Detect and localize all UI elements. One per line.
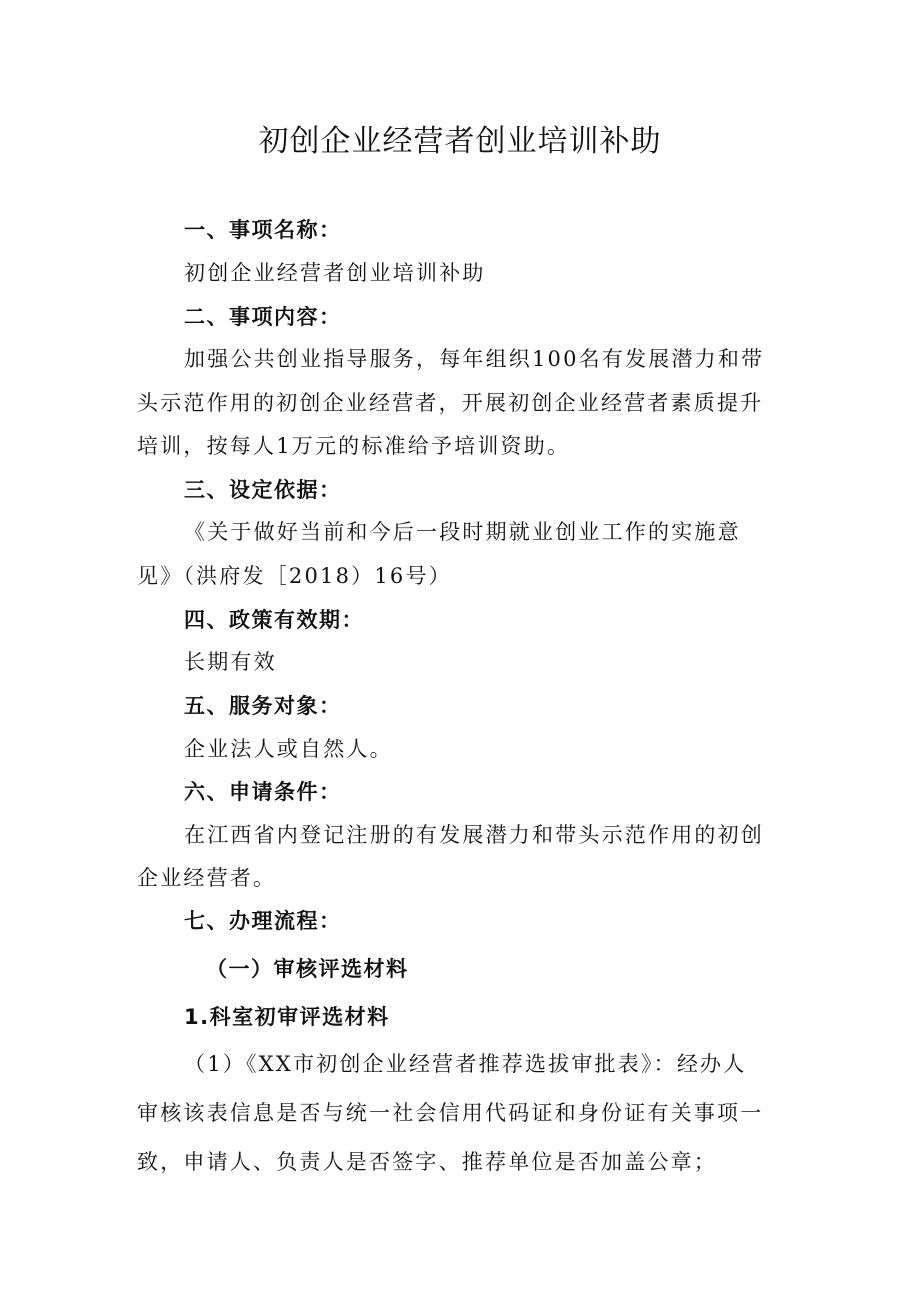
paragraph-line: 在江西省内登记注册的有发展潜力和带头示范作用的初创 — [184, 823, 764, 847]
paragraph-line: 企业法人或自然人。 — [184, 737, 393, 761]
paragraph-line: 培训，按每人1万元的标准给予培训资助。 — [137, 434, 571, 458]
section-heading-service-target: 五、服务对象： — [184, 694, 342, 718]
section-heading-item-name: 一、事项名称： — [184, 218, 342, 242]
subsection-heading: 1.科室初审评选材料 — [184, 1005, 390, 1029]
paragraph-line: 长期有效 — [184, 650, 277, 674]
paragraph-line: 见》（洪府发［2018）16号） — [137, 564, 452, 588]
document-title: 初创企业经营者创业培训补助 — [258, 124, 662, 159]
paragraph-line: 企业经营者。 — [137, 866, 277, 890]
section-heading-validity: 四、政策有效期： — [184, 608, 364, 632]
paragraph-line: （1）《XX市初创企业经营者推荐选拔审批表》：经办人 — [184, 1052, 747, 1076]
paragraph-line: 初创企业经营者创业培训补助 — [184, 261, 486, 285]
paragraph-line: 《关于做好当前和今后一段时期就业创业工作的实施意 — [184, 520, 741, 544]
section-heading-conditions: 六、申请条件： — [184, 780, 342, 804]
paragraph-line: 加强公共创业指导服务，每年组织100名有发展潜力和带 — [184, 347, 765, 371]
section-heading-process: 七、办理流程： — [184, 909, 342, 933]
paragraph-line: 头示范作用的初创企业经营者，开展初创企业经营者素质提升 — [137, 391, 764, 415]
section-heading-item-content: 二、事项内容： — [184, 305, 342, 329]
paragraph-line: 致，申请人、负责人是否签字、推荐单位是否加盖公章； — [137, 1150, 717, 1174]
subsection-heading: （一）审核评选材料 — [206, 957, 409, 981]
paragraph-line: 审核该表信息是否与统一社会信用代码证和身份证有关事项一 — [137, 1101, 764, 1125]
section-heading-basis: 三、设定依据： — [184, 478, 342, 502]
